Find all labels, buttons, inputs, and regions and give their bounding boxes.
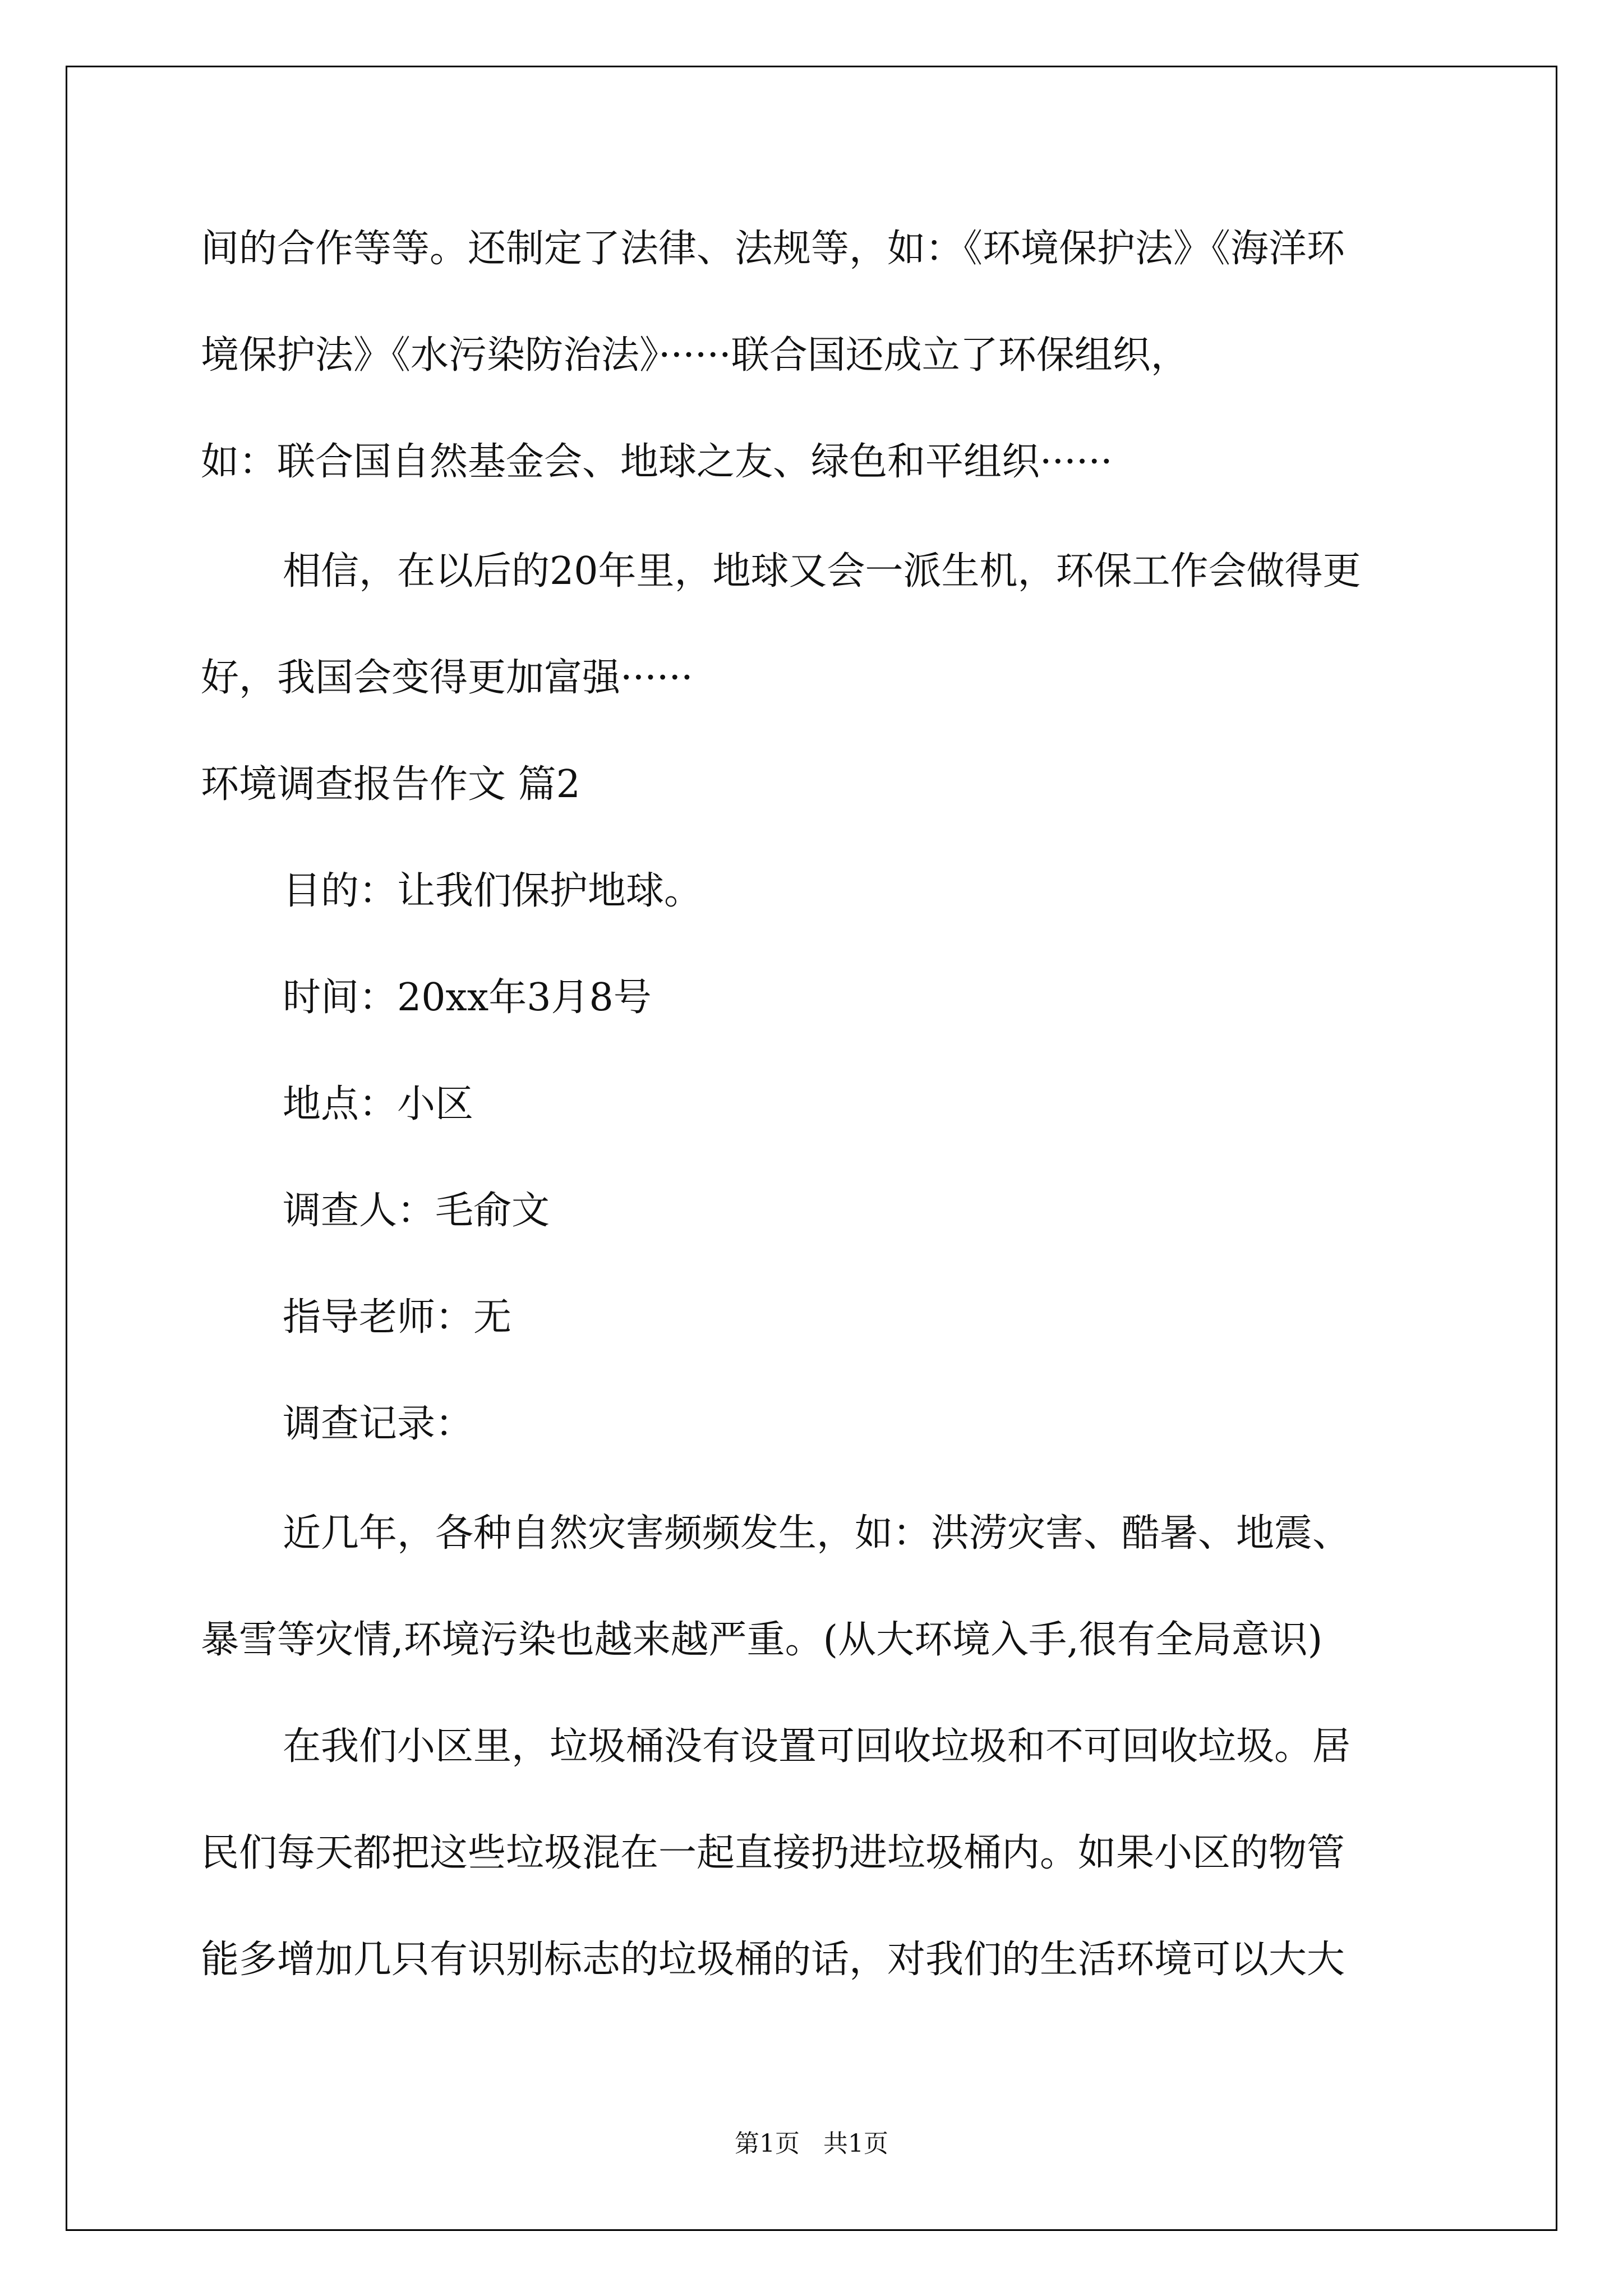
text-line: 近几年，各种自然灾害频频发生，如：洪涝灾害、酷暑、地震、: [283, 1511, 1351, 1556]
text-line: 好，我国会变得更加富强······: [201, 656, 693, 700]
text-line: 暴雪等灾情,环境污染也越来越严重。(从大环境入手,很有全局意识): [201, 1618, 1323, 1662]
text-line: 能多增加几只有识别标志的垃圾桶的话，对我们的生活环境可以大大: [201, 1938, 1345, 1982]
text-line: 在我们小区里，垃圾桶没有设置可回收垃圾和不可回收垃圾。居: [283, 1724, 1351, 1769]
purpose-line: 目的：让我们保护地球。: [283, 869, 703, 913]
investigator-line: 调查人：毛俞文: [283, 1189, 550, 1233]
page-border: [66, 66, 1557, 2231]
time-line: 时间：20xx年3月8号: [283, 976, 652, 1020]
text-line: 如：联合国自然基金会、地球之友、绿色和平组织······: [201, 440, 1113, 484]
text-line: 相信，在以后的20年里，地球又会一派生机，环保工作会做得更: [283, 549, 1361, 593]
section-heading: 环境调查报告作文 篇2: [201, 762, 580, 807]
text-line: 间的合作等等。还制定了法律、法规等，如：《环境保护法》《海洋环: [201, 227, 1345, 271]
text-line: 境保护法》《水污染防治法》······联合国还成立了环保组织，: [201, 333, 1189, 378]
page-footer: 第1页 共1页: [735, 2129, 888, 2158]
text-line: 民们每天都把这些垃圾混在一起直接扔进垃圾桶内。如果小区的物管: [201, 1831, 1345, 1875]
record-label: 调查记录：: [283, 1402, 474, 1446]
location-line: 地点：小区: [283, 1082, 474, 1126]
advisor-line: 指导老师：无: [283, 1295, 512, 1340]
